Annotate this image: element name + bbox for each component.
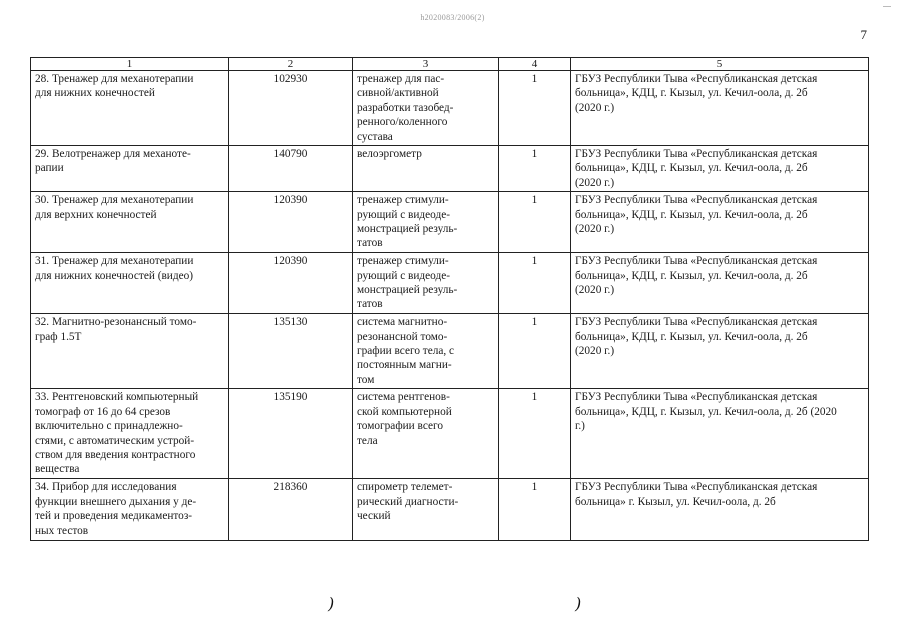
quantity-cell: 1 (499, 389, 571, 479)
equipment-code-cell: 218360 (229, 479, 353, 541)
equipment-description-cell: велоэргометр (353, 146, 499, 192)
location-cell: ГБУЗ Республики Тыва «Республиканская детская больница», КДЦ, г. Кызыл, ул. Кечил-оола, д. 2б (2020 г.) (571, 389, 869, 479)
equipment-description-cell: система магнитно- резонансной томо- графии всего тела, с постоянным магни- том (353, 314, 499, 389)
equipment-name-cell: 32. Магнитно-резонансный томо- граф 1.5Т (31, 314, 229, 389)
quantity-cell: 1 (499, 192, 571, 253)
equipment-code-cell: 135190 (229, 389, 353, 479)
equipment-description-cell: спирометр телемет- рический диагности- ческий (353, 479, 499, 541)
table-row (31, 389, 869, 479)
location-cell: ГБУЗ Республики Тыва «Республиканская детская больница», КДЦ, г. Кызыл, ул. Кечил-оола, д. 2б (2020 г.) (571, 192, 869, 253)
column-number-row (31, 58, 869, 71)
equipment-description-cell: тренажер для пас- сивной/активной разработки тазобед- ренного/коленного сустава (353, 71, 499, 146)
equipment-code-cell: 120390 (229, 192, 353, 253)
column-number: 4 (499, 58, 571, 71)
quantity-cell: 1 (499, 253, 571, 314)
equipment-code-cell: 140790 (229, 146, 353, 192)
equipment-name-cell: 28. Тренажер для механотерапии для нижних конечностей (31, 71, 229, 146)
location-cell: ГБУЗ Республики Тыва «Республиканская детская больница» г. Кызыл, ул. Кечил-оола, д. 2б (571, 479, 869, 541)
quantity-cell: 1 (499, 479, 571, 541)
column-number: 3 (353, 58, 499, 71)
equipment-code-cell: 120390 (229, 253, 353, 314)
location-cell: ГБУЗ Республики Тыва «Республиканская детская больница», КДЦ, г. Кызыл, ул. Кечил-оола, д. 2б (2020 г.) (571, 71, 869, 146)
equipment-name-cell: 31. Тренажер для механотерапии для нижних конечностей (видео) (31, 253, 229, 314)
quantity-cell: 1 (499, 314, 571, 389)
equipment-description-cell: тренажер стимули- рующий с видеоде- монстрацией резуль- татов (353, 253, 499, 314)
equipment-table (30, 57, 869, 541)
scan-corner-mark (883, 6, 891, 13)
equipment-description-cell: система рентгенов- ской компьютерной томографии всего тела (353, 389, 499, 479)
location-cell: ГБУЗ Республики Тыва «Республиканская детская больница», КДЦ, г. Кызыл, ул. Кечил-оола, д. 2б (2020 г.) (571, 314, 869, 389)
location-cell: ГБУЗ Республики Тыва «Республиканская детская больница», КДЦ, г. Кызыл, ул. Кечил-оола, д. 2б (2020 г.) (571, 146, 869, 192)
document-header-code: h2020083/2006(2) (420, 13, 485, 22)
equipment-name-cell: 29. Велотренажер для механоте- рапии (31, 146, 229, 192)
quantity-cell: 1 (499, 71, 571, 146)
handwritten-mark: ) (575, 594, 582, 613)
table-row (31, 314, 869, 389)
column-number: 2 (229, 58, 353, 71)
equipment-code-cell: 135130 (229, 314, 353, 389)
table-row (31, 146, 869, 192)
equipment-name-cell: 30. Тренажер для механотерапии для верхних конечностей (31, 192, 229, 253)
column-number: 5 (571, 58, 869, 71)
table-row (31, 479, 869, 541)
equipment-code-cell: 102930 (229, 71, 353, 146)
equipment-description-cell: тренажер стимули- рующий с видеоде- монстрацией резуль- татов (353, 192, 499, 253)
quantity-cell: 1 (499, 146, 571, 192)
page-number: 7 (860, 27, 867, 42)
table-row (31, 71, 869, 146)
equipment-name-cell: 33. Рентгеновский компьютерный томограф от 16 до 64 срезов включительно с принадлежно- стями, с автоматическим устрой- ством для введения контрастного вещества (31, 389, 229, 479)
equipment-name-cell: 34. Прибор для исследования функции внешнего дыхания у де- тей и проведения медикаментоз- ных тестов (31, 479, 229, 541)
column-number: 1 (31, 58, 229, 71)
handwritten-mark: ) (328, 594, 335, 613)
table-row (31, 253, 869, 314)
table-row (31, 192, 869, 253)
location-cell: ГБУЗ Республики Тыва «Республиканская детская больница», КДЦ, г. Кызыл, ул. Кечил-оола, д. 2б (2020 г.) (571, 253, 869, 314)
